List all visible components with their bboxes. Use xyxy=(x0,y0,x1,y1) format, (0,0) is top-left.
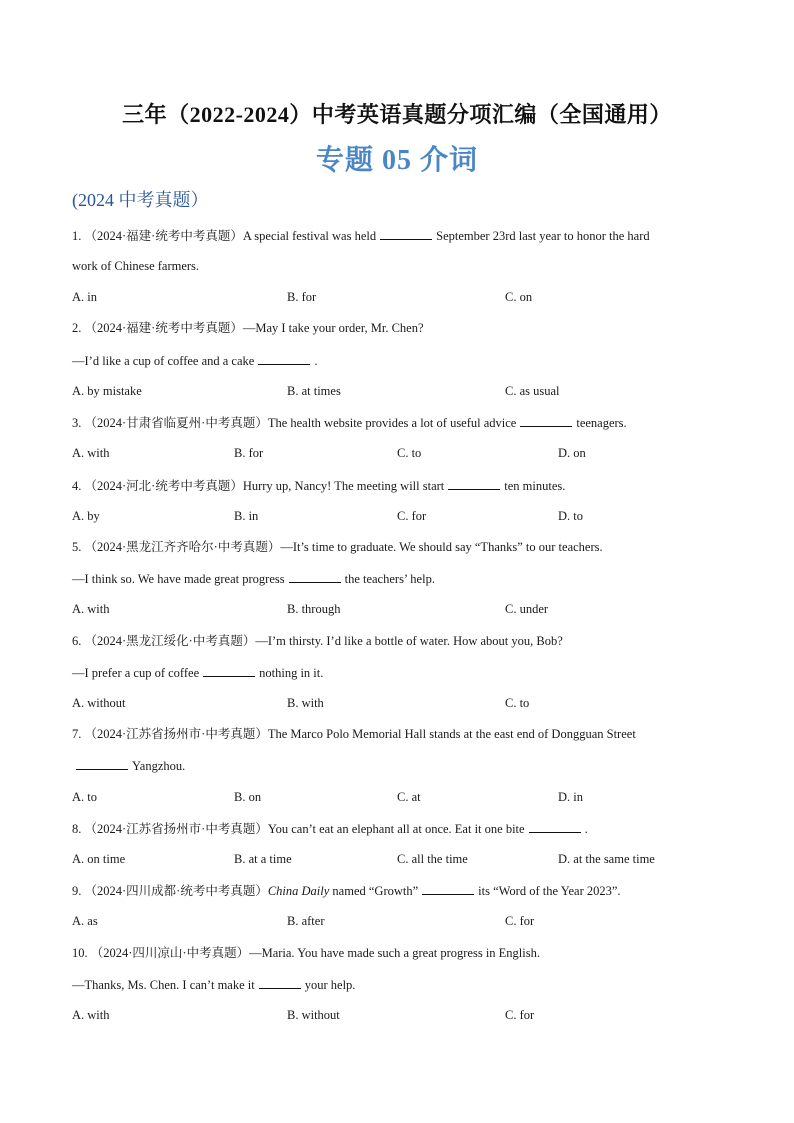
answer-option: A. in xyxy=(72,290,97,304)
answer-option: B. after xyxy=(287,914,325,928)
question-stem: 3. （2024·甘肃省临夏州·中考真题）The health website provides a lot of useful advice teenagers. xyxy=(72,416,627,430)
question-stem: 1. （2024·福建·统考中考真题）A special festival was held September 23rd last year to honor the hard xyxy=(72,229,650,243)
topic-title: 专题 05 介词 xyxy=(315,145,478,176)
question-stem: 5. （2024·黑龙江齐齐哈尔·中考真题）—It’s time to graduate. We should say “Thanks” to our teachers. xyxy=(72,540,603,554)
question-stem-continued: work of Chinese farmers. xyxy=(72,259,200,273)
question-stem: 9. （2024·四川成都·统考中考真题）China Daily named “Growth” its “Word of the Year 2023”. xyxy=(72,884,621,898)
answer-option: C. as usual xyxy=(505,384,560,398)
answer-option: D. at the same time xyxy=(558,852,655,866)
answer-option: C. to xyxy=(505,696,530,710)
question-stem-continued: —I prefer a cup of coffee nothing in it. xyxy=(72,666,324,680)
answer-option: C. on xyxy=(505,290,533,304)
italic-title: China Daily xyxy=(267,884,330,898)
question-stem: 8. （2024·江苏省扬州市·中考真题）You can’t eat an elephant all at once. Eat it one bite . xyxy=(72,822,588,836)
answer-blank xyxy=(448,477,500,490)
answer-option: C. under xyxy=(505,602,549,616)
answer-blank xyxy=(203,664,255,677)
answer-option: B. with xyxy=(287,696,324,710)
answer-option: A. with xyxy=(72,446,110,460)
answer-option: B. in xyxy=(234,509,259,523)
answer-blank xyxy=(259,976,301,989)
answer-option: A. with xyxy=(72,602,110,616)
question-stem: 6. （2024·黑龙江绥化·中考真题）—I’m thirsty. I’d like a bottle of water. How about you, Bob? xyxy=(72,634,563,648)
answer-option: B. for xyxy=(287,290,317,304)
question-stem-continued: —I’d like a cup of coffee and a cake . xyxy=(72,354,318,368)
question-stem: 2. （2024·福建·统考中考真题）—May I take your order, Mr. Chen? xyxy=(72,321,424,335)
answer-option: B. through xyxy=(287,602,341,616)
answer-option: C. for xyxy=(505,914,535,928)
answer-option: B. at times xyxy=(287,384,341,398)
answer-blank xyxy=(289,570,341,583)
answer-option: D. on xyxy=(558,446,586,460)
answer-option: B. on xyxy=(234,790,262,804)
answer-option: C. for xyxy=(505,1008,535,1022)
answer-blank xyxy=(380,227,432,240)
answer-option: B. without xyxy=(287,1008,340,1022)
answer-option: A. on time xyxy=(72,852,126,866)
answer-option: A. as xyxy=(72,914,98,928)
answer-blank xyxy=(529,820,581,833)
answer-option: C. all the time xyxy=(397,852,468,866)
question-stem: 4. （2024·河北·统考中考真题）Hurry up, Nancy! The meeting will start ten minutes. xyxy=(72,479,566,493)
answer-blank xyxy=(520,414,572,427)
answer-option: C. for xyxy=(397,509,427,523)
answer-blank xyxy=(76,757,128,770)
document-title: 三年（2022-2024）中考英语真题分项汇编（全国通用） xyxy=(122,102,672,127)
answer-option: B. for xyxy=(234,446,264,460)
answer-option: B. at a time xyxy=(234,852,292,866)
answer-option: A. by xyxy=(72,509,100,523)
answer-option: C. to xyxy=(397,446,422,460)
answer-option: A. without xyxy=(72,696,126,710)
answer-blank xyxy=(258,352,310,365)
answer-option: C. at xyxy=(397,790,421,804)
section-heading: (2024 中考真题） xyxy=(72,190,209,210)
answer-option: A. with xyxy=(72,1008,110,1022)
answer-blank xyxy=(422,882,474,895)
answer-option: A. by mistake xyxy=(72,384,142,398)
question-stem: 7. （2024·江苏省扬州市·中考真题）The Marco Polo Memorial Hall stands at the east end of Dongguan Street xyxy=(72,727,636,741)
answer-option: D. to xyxy=(558,509,583,523)
question-stem: 10. （2024·四川凉山·中考真题）—Maria. You have made such a great progress in English. xyxy=(72,946,540,960)
question-stem-continued: —I think so. We have made great progress the teachers’ help. xyxy=(72,572,435,586)
question-stem-continued: —Thanks, Ms. Chen. I can’t make it your help. xyxy=(72,978,356,992)
question-stem-continued: Yangzhou. xyxy=(72,757,185,774)
answer-option: D. in xyxy=(558,790,583,804)
answer-option: A. to xyxy=(72,790,97,804)
